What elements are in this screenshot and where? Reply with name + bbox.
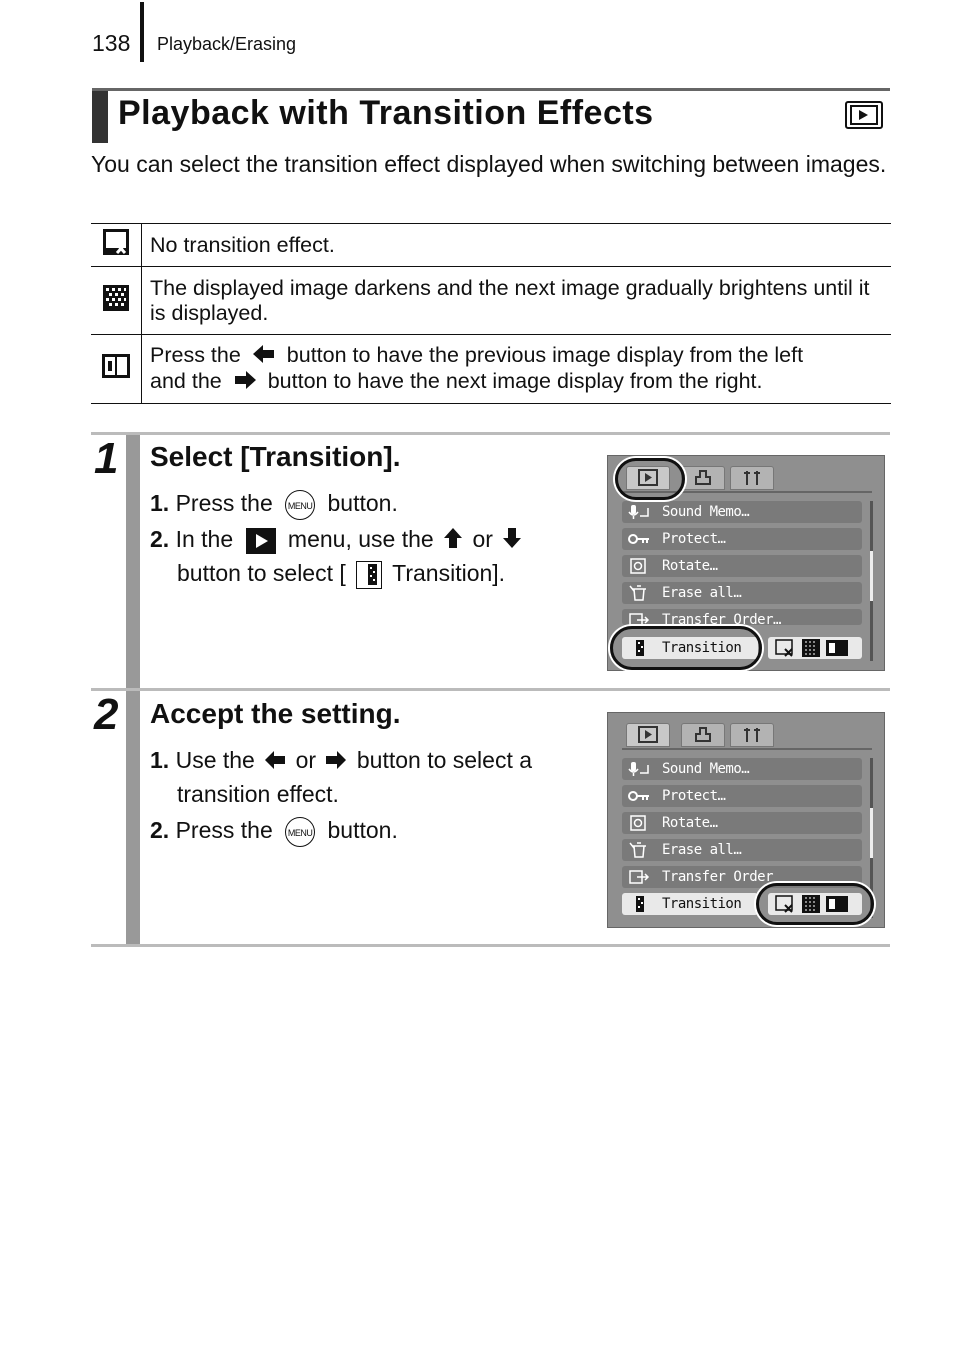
camera-menu-screen-1: [607, 455, 885, 671]
menu-item-transfer-order[interactable]: Transfer Order: [622, 866, 862, 888]
left-arrow-icon: [253, 344, 275, 369]
microphone-icon: [628, 504, 650, 520]
intro-text: You can select the transition effect displayed when switching between images.: [91, 151, 887, 177]
menu-item-transition[interactable]: Transition: [622, 637, 758, 659]
table-cell-icon: [91, 335, 142, 404]
right-arrow-icon: [326, 745, 346, 778]
step-2-item-2: 2. Press the MENU button.: [150, 814, 398, 847]
section-label: Playback/Erasing: [157, 34, 297, 54]
key-icon: [628, 788, 650, 804]
effect-text-part: button to have the previous image display from the left: [286, 343, 804, 368]
menu-item-rotate[interactable]: Rotate…: [622, 812, 862, 834]
slide-transition-icon: [101, 352, 131, 386]
page-number: 138: [92, 30, 131, 56]
fade-transition-icon: [102, 284, 130, 318]
step-2-heading: Accept the setting.: [150, 698, 401, 729]
menu-item-transfer-order[interactable]: Transfer Order…: [622, 609, 862, 625]
highlight-ring: [610, 626, 762, 670]
transition-icon: [356, 561, 382, 589]
bottom-rule: [91, 944, 890, 947]
menu-item-protect[interactable]: Protect…: [622, 528, 862, 550]
effect-text-part: and the: [150, 369, 222, 393]
slide-transition-icon: [826, 640, 848, 656]
table-cell-text: [142, 335, 892, 404]
transition-options[interactable]: [768, 637, 862, 659]
effect-text-part: Press the: [150, 343, 241, 368]
menu-item-transition[interactable]: Transition: [622, 893, 758, 915]
fade-transition-icon: [802, 639, 820, 657]
left-arrow-icon: [265, 745, 285, 778]
microphone-icon: [628, 761, 650, 777]
table-cell-icon: [91, 224, 142, 267]
scrollbar-thumb[interactable]: [870, 551, 873, 601]
menu-item-erase-all[interactable]: Erase all…: [622, 582, 862, 604]
step-1-item-1: 1. Press the MENU button.: [150, 487, 398, 520]
step-1-number: 1: [94, 434, 119, 483]
table-cell-text: No transition effect.: [142, 224, 892, 267]
step-1-top-rule: [91, 432, 890, 435]
transition-icon: [628, 896, 650, 912]
header-divider: [140, 2, 144, 62]
highlight-ring: [756, 883, 874, 925]
scrollbar-thumb[interactable]: [870, 808, 873, 858]
key-icon: [628, 531, 650, 547]
up-arrow-icon: [444, 524, 462, 557]
tab-print[interactable]: [681, 723, 725, 747]
rotate-icon: [628, 815, 650, 831]
highlight-ring: [615, 458, 685, 500]
page-title: Playback with Transition Effects: [118, 94, 654, 132]
step-2-item-1: 1. Use the or button to select a transition effect.: [150, 747, 533, 808]
title-marker: [92, 91, 108, 143]
tab-setup[interactable]: [730, 466, 774, 490]
down-arrow-icon: [503, 524, 521, 557]
camera-menu-screen-2: [607, 712, 885, 928]
trash-icon: [628, 842, 650, 858]
table-cell-text: The displayed image darkens and the next image gradually brightens until it is displayed.: [142, 267, 892, 335]
playback-menu-icon: [246, 528, 276, 554]
menu-item-sound-memo[interactable]: Sound Memo…: [622, 501, 862, 523]
rotate-icon: [628, 558, 650, 574]
right-arrow-icon: [234, 370, 256, 395]
menu-item-erase-all[interactable]: Erase all…: [622, 839, 862, 861]
no-transition-icon: [776, 640, 792, 656]
effect-text-part: button to have the next image display from the right.: [267, 369, 763, 393]
step-2-number: 2: [94, 690, 119, 739]
transfer-icon: [628, 869, 650, 885]
step-2-top-rule: [91, 688, 890, 691]
step-2-bar: [126, 691, 140, 945]
menu-button-icon: MENU: [285, 817, 315, 847]
transition-effects-table: [91, 223, 891, 404]
menu-item-protect[interactable]: Protect…: [622, 785, 862, 807]
step-1-item-2: 2. In the menu, use the or button to select [ Transition].: [150, 523, 580, 590]
table-row: [91, 267, 891, 335]
table-cell-icon: [91, 267, 142, 335]
step-1-bar: [126, 435, 140, 689]
no-transition-icon: [102, 228, 130, 262]
step-1-heading: Select [Transition].: [150, 441, 401, 472]
tab-playback[interactable]: [626, 723, 670, 747]
tab-setup[interactable]: [730, 723, 774, 747]
transfer-icon: [628, 612, 650, 625]
menu-button-icon: MENU: [285, 490, 315, 520]
table-row: [91, 335, 891, 404]
menu-item-sound-memo[interactable]: Sound Memo…: [622, 758, 862, 780]
menu-item-rotate[interactable]: Rotate…: [622, 555, 862, 577]
tab-underline: [622, 748, 872, 750]
playback-mode-icon: [845, 101, 883, 129]
tab-print[interactable]: [681, 466, 725, 490]
trash-icon: [628, 585, 650, 601]
table-row: [91, 224, 891, 267]
